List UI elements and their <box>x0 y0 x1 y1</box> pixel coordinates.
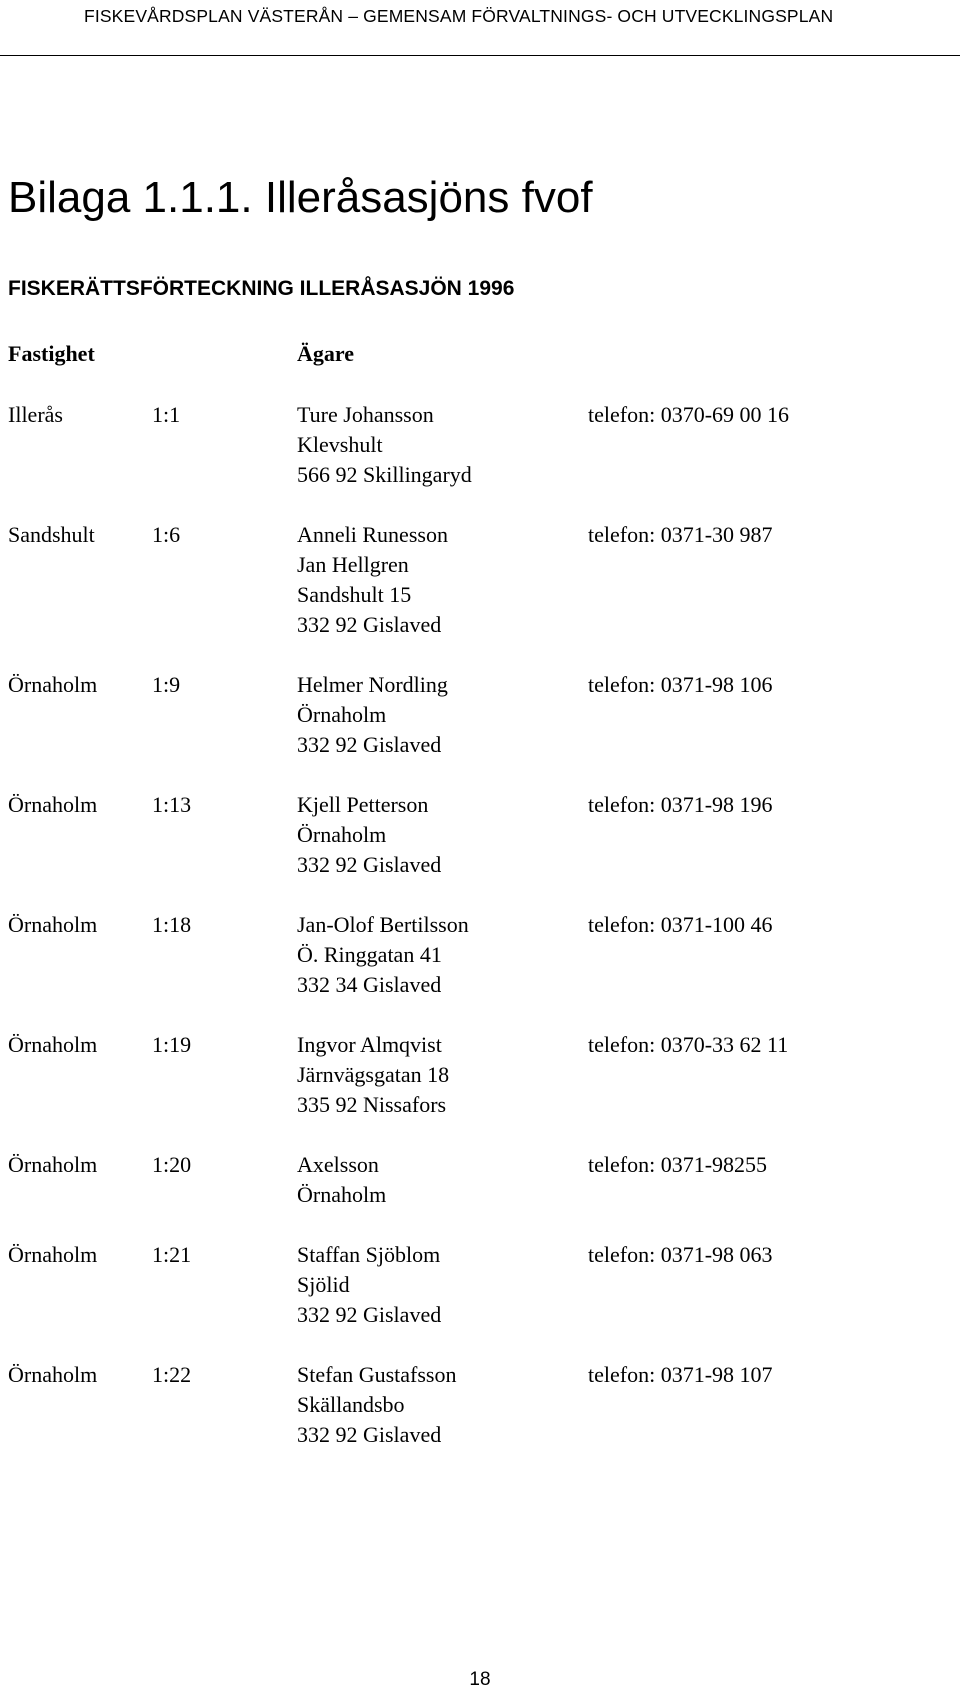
owner-line: Staffan Sjöblom <box>297 1242 441 1267</box>
owner-phone: telefon: 0371-100 46 <box>588 912 773 937</box>
owner-line: Örnaholm <box>297 1182 387 1207</box>
owner-line: 332 92 Gislaved <box>297 1302 442 1327</box>
property-number: 1:1 <box>152 402 181 427</box>
owner-line: Jan-Olof Bertilsson <box>297 912 469 937</box>
owner-line: 335 92 Nissafors <box>297 1092 447 1117</box>
owner-phone: telefon: 0370-69 00 16 <box>588 402 790 427</box>
property-number: 1:13 <box>152 792 192 817</box>
owner-line: Anneli Runesson <box>297 522 448 547</box>
owner-phone: telefon: 0371-98 106 <box>588 672 773 697</box>
property-number: 1:20 <box>152 1152 192 1177</box>
owner-line: Stefan Gustafsson <box>297 1362 457 1387</box>
owner-address <box>297 1030 449 1120</box>
owner-line: Helmer Nordling <box>297 672 448 697</box>
owner-line: 332 92 Gislaved <box>297 1422 442 1447</box>
property-name: Illerås <box>8 402 63 427</box>
page-title: Bilaga 1.1.1. Illeråsasjöns fvof <box>8 173 593 222</box>
owner-phone: telefon: 0371-98 063 <box>588 1242 773 1267</box>
owner-line: Ture Johansson <box>297 402 434 427</box>
owner-line: Örnaholm <box>297 822 387 847</box>
owner-line: Axelsson <box>297 1152 379 1177</box>
owner-phone: telefon: 0371-98 107 <box>588 1362 773 1387</box>
owner-address <box>297 1150 386 1210</box>
owner-line: Skällandsbo <box>297 1392 405 1417</box>
property-name: Örnaholm <box>8 912 98 937</box>
owner-line: Klevshult <box>297 432 383 457</box>
owner-phone: telefon: 0371-30 987 <box>588 522 773 547</box>
owner-line: Järnvägsgatan 18 <box>297 1062 450 1087</box>
owner-address <box>297 670 448 760</box>
property-name: Örnaholm <box>8 1242 98 1267</box>
owner-line: Ingvor Almqvist <box>297 1032 442 1057</box>
owner-line: 332 92 Gislaved <box>297 732 442 757</box>
owner-line: Sjölid <box>297 1272 350 1297</box>
property-name: Örnaholm <box>8 672 98 697</box>
column-header-owner: Ägare <box>297 341 355 366</box>
owner-address <box>297 910 469 1000</box>
property-name: Örnaholm <box>8 792 98 817</box>
owner-address <box>297 790 441 880</box>
owner-phone: telefon: 0371-98 196 <box>588 792 773 817</box>
property-name: Örnaholm <box>8 1032 98 1057</box>
owner-line: Sandshult 15 <box>297 582 412 607</box>
property-number: 1:19 <box>152 1032 192 1057</box>
owner-phone: telefon: 0371-98255 <box>588 1152 768 1177</box>
owner-address <box>297 520 448 640</box>
column-header-property: Fastighet <box>8 341 95 366</box>
running-header-text: FISKEVÅRDSPLAN VÄSTERÅN – GEMENSAM FÖRVALTNINGS- OCH UTVECKLINGSPLAN <box>84 6 834 26</box>
owner-line: 566 92 Skillingaryd <box>297 462 472 487</box>
owner-line: 332 92 Gislaved <box>297 852 442 877</box>
page-number: 18 <box>469 1669 491 1690</box>
property-number: 1:9 <box>152 672 181 697</box>
property-number: 1:22 <box>152 1362 192 1387</box>
owner-line: Ö. Ringgatan 41 <box>297 942 442 967</box>
owner-line: 332 92 Gislaved <box>297 612 442 637</box>
owner-line: Kjell Petterson <box>297 792 429 817</box>
property-name: Örnaholm <box>8 1362 98 1387</box>
owner-line: Jan Hellgren <box>297 552 409 577</box>
owner-address <box>297 1360 456 1450</box>
owner-line: Örnaholm <box>297 702 387 727</box>
owner-address <box>297 400 472 490</box>
owner-line: 332 34 Gislaved <box>297 972 442 997</box>
page-subtitle: FISKERÄTTSFÖRTECKNING ILLERÅSASJÖN 1996 <box>8 277 515 300</box>
property-number: 1:21 <box>152 1242 192 1267</box>
property-name: Sandshult <box>8 522 95 547</box>
property-number: 1:18 <box>152 912 192 937</box>
owner-address <box>297 1240 441 1330</box>
property-number: 1:6 <box>152 522 181 547</box>
property-name: Örnaholm <box>8 1152 98 1177</box>
owner-phone: telefon: 0370-33 62 11 <box>588 1032 789 1057</box>
